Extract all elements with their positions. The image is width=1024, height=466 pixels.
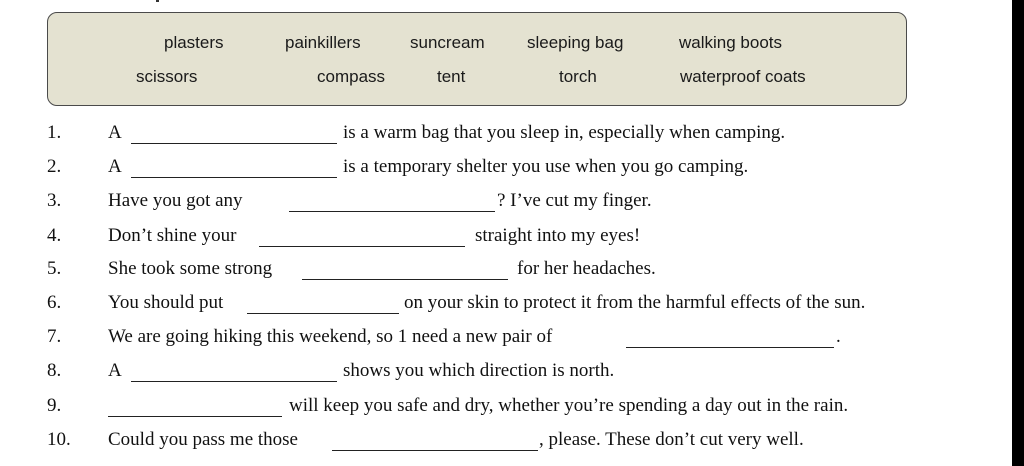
- word-bank-item: suncream: [410, 33, 485, 52]
- answer-blank[interactable]: [131, 177, 337, 178]
- question-row: [0, 395, 1012, 427]
- word-bank-item: sleeping bag: [527, 33, 624, 52]
- word-bank-item: torch: [559, 67, 597, 86]
- answer-blank[interactable]: [259, 246, 465, 247]
- answer-blank[interactable]: [626, 347, 834, 348]
- question-text-before: Have you got any: [108, 190, 243, 211]
- question-number: 8.: [47, 360, 62, 381]
- question-text-before: Don’t shine your: [108, 225, 237, 246]
- question-text-after: on your skin to protect it from the harmful effects of the sun.: [404, 292, 866, 313]
- cropped-heading-mark: [156, 0, 159, 2]
- question-number: 10.: [47, 429, 71, 450]
- question-text-before: Could you pass me those: [108, 429, 298, 450]
- question-text-after: ? I’ve cut my finger.: [497, 190, 652, 211]
- word-bank-box: [47, 12, 907, 106]
- word-bank-item: walking boots: [679, 33, 783, 52]
- question-row: [0, 326, 1012, 358]
- question-number: 4.: [47, 225, 62, 246]
- answer-blank[interactable]: [108, 416, 282, 417]
- question-row: [0, 429, 1012, 461]
- answer-blank[interactable]: [289, 211, 495, 212]
- word-bank-item: painkillers: [285, 33, 361, 52]
- question-number: 6.: [47, 292, 62, 313]
- question-text-before: A: [108, 360, 122, 381]
- answer-blank[interactable]: [332, 450, 538, 451]
- question-text-after: is a temporary shelter you use when you go camping.: [343, 156, 749, 177]
- question-text-after: straight into my eyes!: [475, 225, 641, 246]
- question-text-after: is a warm bag that you sleep in, especially when camping.: [343, 122, 786, 143]
- question-text-after: shows you which direction is north.: [343, 360, 615, 381]
- question-row: [0, 258, 1012, 290]
- question-row: [0, 292, 1012, 324]
- answer-blank[interactable]: [302, 279, 508, 280]
- question-number: 3.: [47, 190, 62, 211]
- word-bank-item: scissors: [136, 67, 198, 86]
- question-text-before: She took some strong: [108, 258, 273, 279]
- question-text-before: A: [108, 122, 122, 143]
- question-text-after: , please. These don’t cut very well.: [539, 429, 804, 450]
- answer-blank[interactable]: [131, 143, 337, 144]
- question-number: 5.: [47, 258, 62, 279]
- question-text-after: will keep you safe and dry, whether you’re spending a day out in the rain.: [289, 395, 849, 416]
- word-bank-item: compass: [317, 67, 386, 86]
- question-row: [0, 360, 1012, 392]
- question-number: 7.: [47, 326, 62, 347]
- question-row: [0, 156, 1012, 188]
- answer-blank[interactable]: [131, 381, 337, 382]
- question-text-before: We are going hiking this weekend, so 1 need a new pair of: [108, 326, 553, 347]
- question-text-after: for her headaches.: [517, 258, 656, 279]
- word-bank-item: tent: [437, 67, 466, 86]
- word-bank-item: waterproof coats: [680, 67, 806, 86]
- word-bank-item: plasters: [164, 33, 224, 52]
- question-row: [0, 122, 1012, 154]
- question-number: 1.: [47, 122, 62, 143]
- question-number: 2.: [47, 156, 62, 177]
- question-text-before: You should put: [108, 292, 224, 313]
- question-row: [0, 190, 1012, 222]
- question-row: [0, 225, 1012, 257]
- question-number: 9.: [47, 395, 62, 416]
- question-text-after: .: [836, 326, 841, 347]
- answer-blank[interactable]: [247, 313, 399, 314]
- question-text-before: A: [108, 156, 122, 177]
